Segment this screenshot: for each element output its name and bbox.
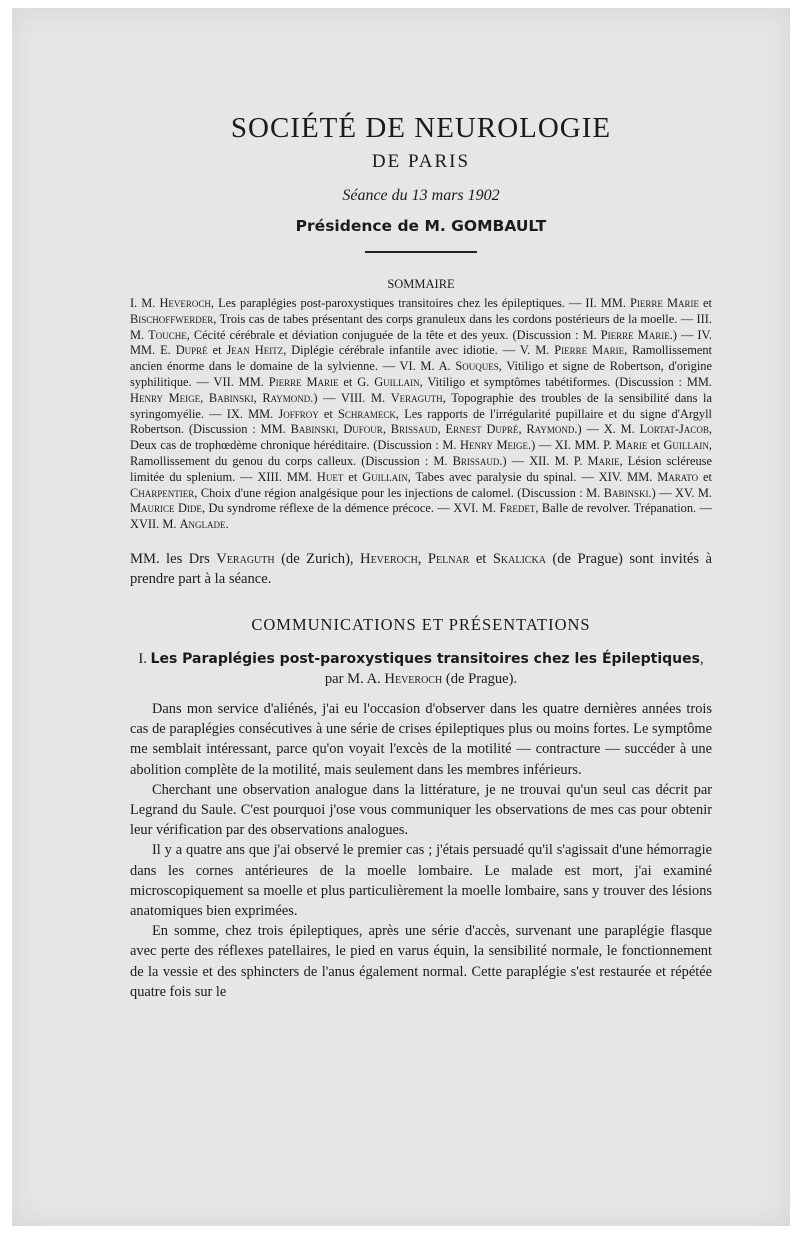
person-name: Pierre Marie (268, 374, 339, 389)
text-run: , Trois cas de tabes présentant des corps granuleux dans les cordons postérieurs de la moelle. — III. M. (130, 311, 712, 342)
page-subtitle: DE PARIS (371, 151, 471, 172)
person-name: Henry Meige (130, 390, 201, 405)
article-byline-suffix: (de Prague). (442, 670, 518, 687)
text-run: , Cécité cérébrale et déviation conjuguée de la tête et des yeux. (Discussion : M. (186, 327, 601, 342)
text-run: .) — XI. MM. P. (528, 438, 616, 453)
person-name: Raymond (262, 390, 311, 405)
person-name: Souques (455, 359, 499, 374)
person-name: Schrameck (338, 406, 396, 421)
article-title (130, 649, 712, 689)
text-run: , Deux cas de trophœdème chronique héréditaire. (Discussion : M. (130, 422, 712, 453)
person-name: Marie (615, 438, 648, 453)
text-run: , (417, 550, 428, 567)
text-run: .) — XV. M. (648, 485, 712, 500)
person-name: Fredet (499, 501, 536, 516)
text-run: , (518, 422, 527, 437)
sommaire-body (130, 296, 712, 533)
person-name: Brissaud (390, 422, 438, 437)
person-name: Touche (148, 327, 187, 342)
text-run: et (647, 438, 664, 453)
person-name: Brissaud (452, 453, 500, 468)
text-run: , Lésion scléreuse limitée du splenium. — XIII. MM. (130, 453, 712, 484)
person-name: Guillain (362, 469, 408, 484)
text-run: , (200, 390, 209, 405)
person-name: Skalicka (492, 550, 546, 567)
person-name: Raymond (526, 422, 575, 437)
person-name: Guillain (374, 374, 420, 389)
person-name: Marato (657, 469, 699, 484)
person-name: Bischoffwerder (130, 311, 214, 326)
text-run: et (343, 469, 363, 484)
person-name: Charpentier (130, 485, 195, 500)
person-name: Veraguth (390, 390, 443, 405)
text-run: et (318, 406, 339, 421)
person-name: Babinski (208, 390, 254, 405)
text-run: et (698, 296, 712, 310)
text-run: et (207, 343, 227, 358)
page-title: SOCIÉTÉ DE NEUROLOGIE (230, 112, 612, 144)
text-run: I. M. (130, 296, 160, 310)
person-name: Heveroch (159, 296, 211, 310)
text-run: , Les paraplégies post-paroxystiques transitoires chez les épileptiques. — II. MM. (210, 296, 630, 310)
person-name: Pierre Marie (630, 296, 699, 310)
article-number: I. (138, 650, 151, 667)
presidence-line: Présidence de M. GOMBAULT (295, 217, 547, 235)
text-run: , Du syndrome réflexe de la démence précoce. — XVI. M. (201, 501, 500, 516)
scanned-page (12, 8, 790, 1226)
person-name: Babinski (603, 485, 649, 500)
person-name: Pierre Marie (600, 327, 670, 342)
person-name: Joffroy (278, 406, 319, 421)
sommaire-heading: SOMMAIRE (387, 277, 455, 291)
person-name: Guillain (663, 438, 709, 453)
text-run: , Vitiligo et symptômes tabétiformes. (Discussion : MM. (419, 374, 712, 389)
person-name: Henry Meige (460, 438, 529, 453)
person-name: Pierre Marie (554, 343, 625, 358)
text-run: (de Prague) sont invités à prendre part à la séance. (130, 550, 712, 587)
text-run: , Vitiligo et signe de Robertson, d'origine syphilitique. — VII. MM. (130, 359, 713, 389)
person-name: Anglade (179, 517, 226, 532)
text-run: , Choix d'une région analgésique pour les injections de calomel. (Discussion : M. (194, 485, 604, 500)
text-run: , Les rapports de l'irrégularité pupillaire et du signe d'Argyll Robertson. (Discussion : MM. (130, 406, 712, 437)
text-run: , (335, 422, 344, 437)
page-content (130, 112, 712, 1002)
person-name: Jean Heitz (226, 343, 284, 358)
text-run: MM. les Drs (130, 550, 217, 567)
text-run: .) — IV. MM. E. (130, 327, 712, 358)
person-name: Dupré (175, 343, 208, 358)
paragraph: Dans mon service d'aliénés, j'ai eu l'occasion d'observer dans les quatre dernières années trois cas de paraplégies consécutives à une série de crises épileptiques plus ou moins fortes. Le symptôme me semblait intéressant, parce qu'on voyait l'excès de la motilité — contracture — succéder à une abolition complète de la motilité, mais seulement dans les membres inférieurs. (130, 700, 712, 778)
person-name: Huet (316, 469, 344, 484)
article-byline-prefix: , par M. A. (324, 650, 704, 687)
text-run: , Ramollissement du genou du corps calleux. (Discussion : M. (130, 438, 712, 468)
text-run: , Balle de revolver. Trépanation. — XVII. M. (130, 501, 713, 532)
text-run: (de Zurich), (274, 550, 361, 567)
text-run: et G. (338, 374, 375, 389)
article-title-text: Les Paraplégies post-paroxystiques transitoires chez les Épileptiques (150, 650, 700, 667)
person-name: Veraguth (216, 550, 275, 567)
text-run: , Diplégie cérébrale infantile avec idiotie. — V. M. (283, 343, 555, 358)
person-name: Lortat-Jacob (639, 422, 709, 437)
person-name: Heveroch (360, 550, 418, 567)
session-date: Séance du 13 mars 1902 (342, 187, 500, 204)
person-name: Marie (587, 453, 620, 468)
person-name: Pelnar (427, 550, 470, 567)
text-run: , Ramollissement ancien énorme dans le domaine de la sylvienne. — VI. M. A. (130, 343, 712, 374)
paragraph: Cherchant une observation analogue dans la littérature, je ne trouvai qu'un seul cas décrit par Legrand du Saule. C'est pourquoi j'ose vous communiquer les observations de mes cas pour obtenir leur vérification par des observations analogues. (130, 781, 712, 839)
text-run: .) — XII. M. P. (499, 453, 588, 468)
person-name: Ernest Dupré (445, 422, 519, 437)
text-run: .) — VIII. M. (310, 390, 391, 405)
text-run: , Tabes avec paralysie du spinal. — XIV. MM. (407, 469, 658, 484)
paragraph: Il y a quatre ans que j'ai observé le premier cas ; j'étais persuadé qu'il s'agissait d'une hémorragie dans les cornes antérieures de la moelle lombaire. Le malade est mort, j'ai examiné microscopiquement sa moelle et plus particulièrement la moelle lombaire, sans y trouver des lésions anatomiques bien exprimées. (130, 842, 712, 919)
section-heading: COMMUNICATIONS ET PRÉSENTATIONS (251, 614, 591, 634)
text-run: , Topographie des troubles de la sensibilité dans la syringomyélie. — IX. MM. (130, 390, 712, 421)
article-body (130, 699, 712, 1002)
article-author: Heveroch (384, 670, 443, 687)
text-run: . (225, 517, 229, 532)
text-run: , (382, 422, 391, 437)
invites-paragraph (130, 549, 712, 589)
paragraph: En somme, chez trois épileptiques, après une série d'accès, survenant une paraplégie flasque avec perte des réflexes patellaires, le pied en varus équin, la sensibilité normale, le fonctionnement de la vessie et des sphincters de l'anus également normal. Cette paraplégie s'est restaurée et répétée quatre fois sur le (130, 923, 712, 1000)
divider-rule (365, 251, 477, 253)
person-name: Maurice Dide (130, 501, 202, 516)
text-run: .) — X. M. (574, 422, 640, 437)
person-name: Babinski (290, 422, 336, 437)
text-run: , (253, 390, 263, 405)
text-run: et (698, 469, 712, 484)
text-run: et (469, 550, 493, 567)
text-run: , (437, 422, 446, 437)
person-name: Dufour (343, 422, 383, 437)
